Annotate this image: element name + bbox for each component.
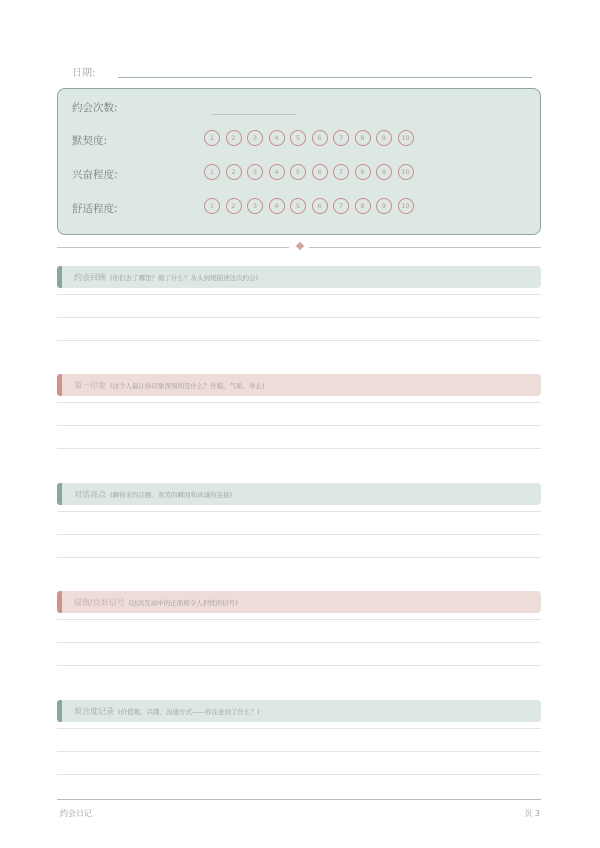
rating-circle-7[interactable]: 7 xyxy=(333,130,349,146)
rating-circle-10[interactable]: 10 xyxy=(398,130,414,146)
rating-circle-7[interactable]: 7 xyxy=(333,198,349,214)
rating-row-comfort xyxy=(72,198,532,218)
writing-line[interactable] xyxy=(57,642,541,643)
section-header xyxy=(57,483,541,505)
divider-line-right xyxy=(309,247,541,248)
writing-line[interactable] xyxy=(57,340,541,341)
rating-scale xyxy=(204,198,414,214)
section-compatibility-notes xyxy=(57,700,541,722)
section-header xyxy=(57,374,541,396)
section-header xyxy=(57,266,541,288)
rating-circle-7[interactable]: 7 xyxy=(333,164,349,180)
writing-line[interactable] xyxy=(57,534,541,535)
writing-line[interactable] xyxy=(57,774,541,775)
section-green-flags xyxy=(57,591,541,613)
section-title: 绿旗/良好信号 xyxy=(74,598,125,607)
section-accent xyxy=(57,266,62,288)
rating-circle-2[interactable]: 2 xyxy=(226,130,242,146)
section-title: 约会回顾 xyxy=(74,273,106,282)
writing-line[interactable] xyxy=(57,402,541,403)
rating-circle-2[interactable]: 2 xyxy=(226,164,242,180)
rating-label-comfort: 舒适程度: xyxy=(72,203,118,215)
rating-circle-8[interactable]: 8 xyxy=(355,130,371,146)
section-title: 第一印象 xyxy=(74,381,106,390)
rating-circle-3[interactable]: 3 xyxy=(247,130,263,146)
rating-circle-6[interactable]: 6 xyxy=(312,198,328,214)
writing-line[interactable] xyxy=(57,665,541,666)
rating-circle-5[interactable]: 5 xyxy=(290,164,306,180)
date-count-label: 约会次数: xyxy=(72,102,118,114)
section-hint: (这次互动中的正面和令人担忧的信号) xyxy=(128,599,238,607)
rating-circle-5[interactable]: 5 xyxy=(290,130,306,146)
section-hint: (你们去了哪里？做了什么？从头到尾描述这次约会) xyxy=(110,274,259,282)
rating-circle-3[interactable]: 3 xyxy=(247,164,263,180)
rating-circle-3[interactable]: 3 xyxy=(247,198,263,214)
rating-label-chemistry: 默契度: xyxy=(72,135,108,147)
writing-line[interactable] xyxy=(57,294,541,295)
writing-line[interactable] xyxy=(57,557,541,558)
section-title: 契合度记录 xyxy=(74,707,114,716)
rating-circle-1[interactable]: 1 xyxy=(204,130,220,146)
rating-row-excitement xyxy=(72,164,532,184)
section-hint: (这个人最让你印象深刻的是什么？外貌、气质、举止) xyxy=(110,382,265,390)
section-conversation-highlights xyxy=(57,483,541,505)
rating-circle-9[interactable]: 9 xyxy=(376,198,392,214)
rating-circle-10[interactable]: 10 xyxy=(398,198,414,214)
rating-circle-8[interactable]: 8 xyxy=(355,198,371,214)
date-input-line[interactable] xyxy=(118,77,532,78)
rating-circle-2[interactable]: 2 xyxy=(226,198,242,214)
section-header xyxy=(57,591,541,613)
writing-line[interactable] xyxy=(57,317,541,318)
footer-title: 约会日记 xyxy=(60,809,92,818)
date-row xyxy=(72,62,532,80)
rating-circle-4[interactable]: 4 xyxy=(269,164,285,180)
divider-line-left xyxy=(57,247,289,248)
rating-circle-6[interactable]: 6 xyxy=(312,130,328,146)
writing-line[interactable] xyxy=(57,728,541,729)
rating-label-excitement: 兴奋程度: xyxy=(72,169,118,181)
section-title: 对话亮点 xyxy=(74,490,106,499)
rating-circle-1[interactable]: 1 xyxy=(204,198,220,214)
footer-rule xyxy=(57,799,541,800)
writing-line[interactable] xyxy=(57,511,541,512)
section-accent xyxy=(57,700,62,722)
ratings-card xyxy=(57,88,541,235)
writing-line[interactable] xyxy=(57,425,541,426)
section-accent xyxy=(57,483,62,505)
rating-row-chemistry xyxy=(72,130,532,150)
page-number: 页 3 xyxy=(524,809,540,818)
date-count-input-line[interactable] xyxy=(212,114,296,115)
section-first-impression xyxy=(57,374,541,396)
section-accent xyxy=(57,374,62,396)
rating-circle-6[interactable]: 6 xyxy=(312,164,328,180)
rating-circle-4[interactable]: 4 xyxy=(269,198,285,214)
section-accent xyxy=(57,591,62,613)
rating-scale xyxy=(204,164,414,180)
writing-line[interactable] xyxy=(57,448,541,449)
rating-circle-1[interactable]: 1 xyxy=(204,164,220,180)
section-hint: (聊得来的话题、欢笑的瞬间和真诚的连接) xyxy=(110,491,233,499)
date-count-row xyxy=(72,97,532,117)
section-date-recap xyxy=(57,266,541,288)
date-label: 日期: xyxy=(72,68,96,79)
rating-circle-9[interactable]: 9 xyxy=(376,164,392,180)
rating-scale xyxy=(204,130,414,146)
rating-circle-10[interactable]: 10 xyxy=(398,164,414,180)
rating-circle-8[interactable]: 8 xyxy=(355,164,371,180)
section-hint: (价值观、兴趣、沟通方式——你注意到了什么？) xyxy=(118,708,260,716)
rating-circle-4[interactable]: 4 xyxy=(269,130,285,146)
section-header xyxy=(57,700,541,722)
writing-line[interactable] xyxy=(57,751,541,752)
rating-circle-9[interactable]: 9 xyxy=(376,130,392,146)
rating-circle-5[interactable]: 5 xyxy=(290,198,306,214)
writing-line[interactable] xyxy=(57,619,541,620)
